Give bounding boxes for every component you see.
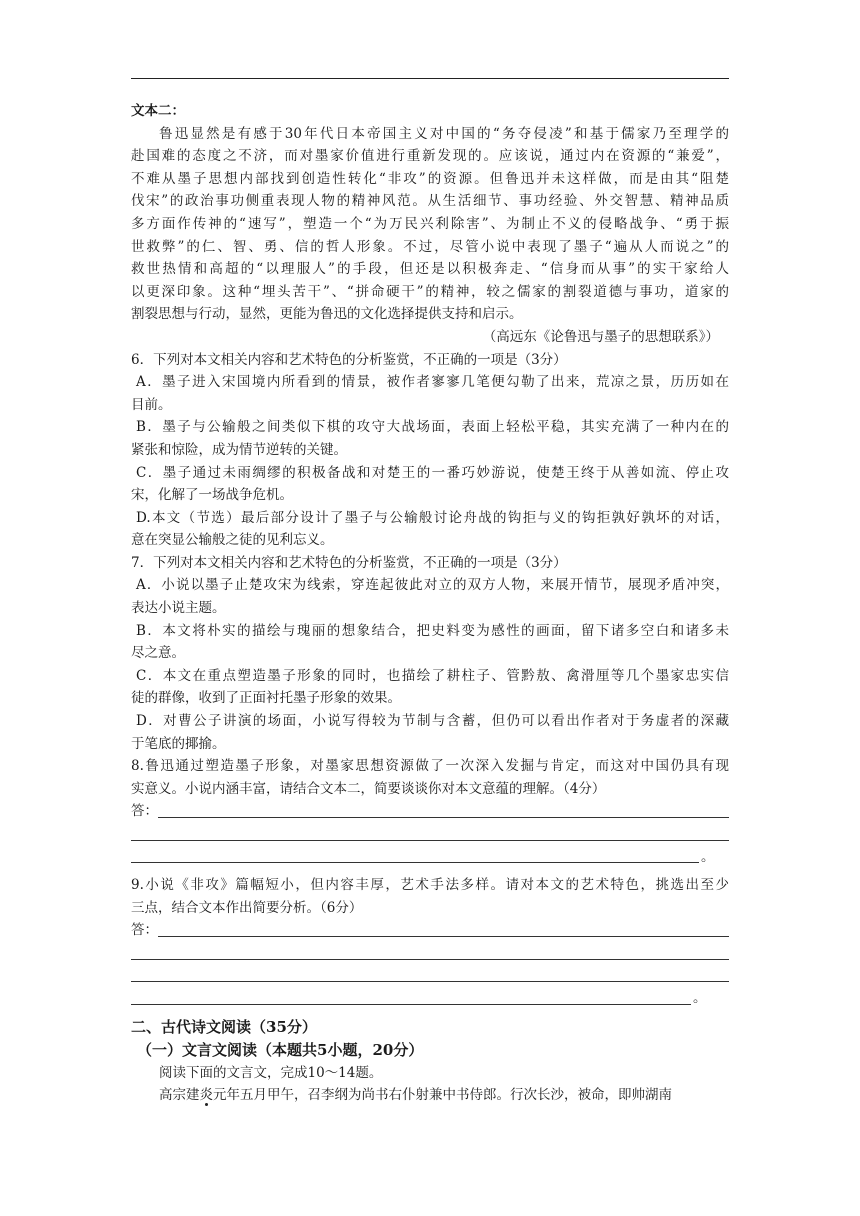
q7-option-a-line-2: 表达小说主题。 xyxy=(131,600,226,617)
text2-source: （高远东《论鲁迅与墨子的思想联系》） xyxy=(482,328,719,345)
q8-answer-label: 答： xyxy=(131,803,158,820)
text2-line-3: 不难从墨子思想内部找到创造性转化“非攻”的资源。但鲁迅并未这样做，而是由其“阻楚 xyxy=(131,170,729,187)
section2-subtitle: （一）文言文阅读（本题共5小题，20分） xyxy=(137,1040,424,1059)
text2-line-8: 以更深印象。这种“埋头苦干”、“拼命硬干”的精神，较之儒家的割裂道德与事功，道家的 xyxy=(131,283,729,300)
q8-answer-line-3-row[interactable] xyxy=(131,846,729,869)
q6-option-c-line-1: C．墨子通过未雨绸缪的积极备战和对楚王的一番巧妙游说，使楚王终于从善如流、停止攻 xyxy=(136,464,729,481)
emphasis-dot-char: 炎 xyxy=(199,1087,213,1104)
text2-line-6: 世救弊”的仁、智、勇、信的哲人形象。不过，尽管小说中表现了墨子“遍从人而说之”的 xyxy=(131,238,729,255)
q8-stem-line-1: 8.鲁迅通过塑造墨子形象，对墨家思想资源做了一次深入发掘与肯定，而这对中国仍具有现 xyxy=(131,758,729,775)
text2-line-4: 伐宋”的政治事功侧重表现人物的精神风范。从生活细节、事功经验、外交智慧、精神品质 xyxy=(131,193,729,210)
q7-stem: 7．下列对本文相关内容和艺术特色的分析鉴赏，不正确的一项是（3分） xyxy=(131,554,567,571)
q6-option-a-line-2: 目前。 xyxy=(131,396,172,413)
q9-answer-line-2-row[interactable] xyxy=(131,942,729,965)
q9-answer-row[interactable] xyxy=(131,919,729,942)
q7-option-c-line-1: C．本文在重点塑造墨子形象的同时，也描绘了耕柱子、管黔敖、禽滑厘等几个墨家忠实信 xyxy=(136,667,729,684)
text2-line-7: 救世热情和高超的“以理服人”的手段，但还是以积极奔走、“信身而从事”的实干家给人 xyxy=(131,261,729,278)
text2-heading: 文本二： xyxy=(131,103,185,119)
q8-answer-line-2-row[interactable] xyxy=(131,823,729,846)
text2-line-9: 割裂思想与行动，显然，更能为鲁迅的文化选择提供支持和启示。 xyxy=(131,306,523,323)
q9-end-mark: 。 xyxy=(693,990,707,1007)
q9-stem-line-1: 9.小说《非攻》篇幅短小，但内容丰厚，艺术手法多样。请对本文的艺术特色，挑选出至少 xyxy=(131,877,729,894)
q7-option-c-line-2: 徒的群像，收到了正面衬托墨子形象的效果。 xyxy=(131,690,401,707)
q9-answer-line-2[interactable] xyxy=(131,959,729,960)
q8-answer-row[interactable] xyxy=(131,800,729,823)
q6-stem: 6．下列对本文相关内容和艺术特色的分析鉴赏，不正确的一项是（3分） xyxy=(131,351,567,368)
q7-option-b-line-1: B．本文将朴实的描绘与瑰丽的想象结合，把史料变为感性的画面，留下诸多空白和诸多未 xyxy=(136,622,729,639)
q6-option-c-line-2: 宋，化解了一场战争危机。 xyxy=(131,487,293,504)
classical-text-line-1 xyxy=(131,1084,729,1107)
q9-stem-line-2: 三点，结合文本作出简要分析。（6分） xyxy=(131,899,363,916)
text2-line-2: 赴国难的态度之不济，而对墨家价值进行重新发现的。应该说，通过内在资源的“兼爱”， xyxy=(131,148,729,165)
q8-stem-line-2: 实意义。小说内涵丰富，请结合文本二，简要谈谈你对本文意蕴的理解。（4分） xyxy=(131,780,606,797)
q8-answer-line-1[interactable] xyxy=(158,817,729,818)
q7-option-a-line-1: A．小说以墨子止楚攻宋为线索，穿连起彼此对立的双方人物，来展开情节，展现矛盾冲突， xyxy=(136,577,729,594)
classical-text-part-a: 高宗建 xyxy=(159,1087,200,1104)
q7-option-b-line-2: 尽之意。 xyxy=(131,645,185,662)
q6-option-a-line-1: A．墨子进入宋国境内所看到的情景，被作者寥寥几笔便勾勒了出来，荒凉之景，历历如在 xyxy=(136,374,729,391)
text2-line-1: 鲁迅显然是有感于30年代日本帝国主义对中国的“务夺侵凌”和基于儒家乃至理学的 xyxy=(159,125,729,142)
q6-option-b-line-1: B．墨子与公输般之间类似下棋的攻守大战场面，表面上轻松平稳，其实充满了一种内在的 xyxy=(136,419,729,436)
q8-answer-line-2[interactable] xyxy=(131,840,729,841)
q7-option-d-line-1: D．对曹公子讲演的场面，小说写得较为节制与含蓄，但仍可以看出作者对于务虚者的深藏 xyxy=(136,713,729,730)
section2-title: 二、古代诗文阅读（35分） xyxy=(131,1017,317,1036)
classical-text-part-b: 元年五月甲午，召李纲为尚书右仆射兼中书侍郎。行次长沙，被命，即帅湖南 xyxy=(213,1087,672,1104)
q6-option-d-line-1: D.本文（节选）最后部分设计了墨子与公输般讨论舟战的钩拒与义的钩拒孰好孰坏的对话， xyxy=(136,509,729,526)
q7-option-d-line-2: 于笔底的揶揄。 xyxy=(131,735,226,752)
header-rule xyxy=(131,78,729,79)
q8-end-mark: 。 xyxy=(701,848,715,865)
q9-answer-label: 答： xyxy=(131,922,158,939)
q8-answer-line-3[interactable] xyxy=(131,862,699,863)
document-body xyxy=(131,100,729,1107)
q9-answer-line-4[interactable] xyxy=(131,1004,691,1005)
q9-answer-line-3-row[interactable] xyxy=(131,965,729,988)
q6-option-d-line-2: 意在突显公输般之徒的见利忘义。 xyxy=(131,532,334,549)
text2-line-5: 多方面作传神的“速写”，塑造一个“为万民兴利除害”、为制止不义的侵略战争、“勇于振 xyxy=(131,215,729,232)
q6-option-b-line-2: 紧张和惊险，成为情节逆转的关键。 xyxy=(131,441,347,458)
q9-answer-line-3[interactable] xyxy=(131,981,729,982)
q9-answer-line-4-row[interactable] xyxy=(131,987,729,1010)
q9-answer-line-1[interactable] xyxy=(158,936,729,937)
section2-instruction: 阅读下面的文言文，完成10～14题。 xyxy=(159,1064,383,1081)
